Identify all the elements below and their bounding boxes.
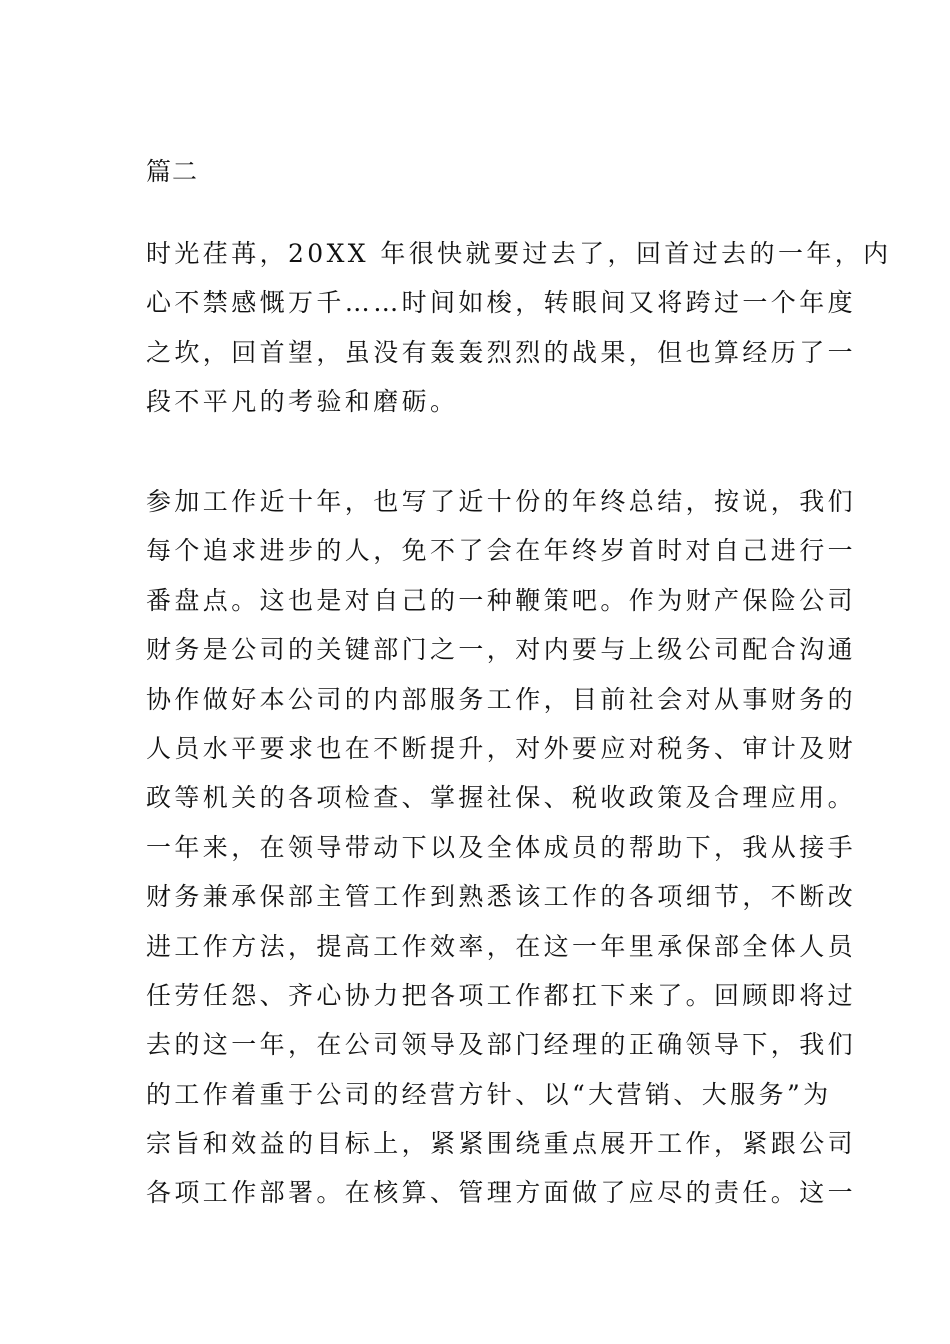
text-line: 财务是公司的关键部门之一，对内要与上级公司配合沟通 [146,635,857,665]
text-line: 参加工作近十年，也写了近十份的年终总结，按说，我们 [146,487,857,516]
text-line: 一年来，在领导带动下以及全体成员的帮助下，我从接手 [146,832,857,862]
text-line: 宗旨和效益的目标上，紧紧围绕重点展开工作，紧跟公司 [146,1129,857,1159]
text-line: 人员水平要求也在不断提升，对外要应对税务、审计及财 [146,733,857,763]
text-line: 心不禁感慨万千……时间如梭，转眼间又将跨过一个年度 [146,288,857,318]
paragraph-1 [146,229,892,427]
text-line: 时光荏苒，20XX 年很快就要过去了，回首过去的一年，内 [146,239,892,268]
text-line: 的工作着重于公司的经营方针、以“大营销、大服务”为 [146,1079,832,1109]
text-line: 之坎，回首望，虽没有轰轰烈烈的战果，但也算经历了一 [146,337,857,367]
text-line: 每个追求进步的人，免不了会在年终岁首时对自己进行一 [146,536,857,566]
text-line: 去的这一年，在公司领导及部门经理的正确领导下，我们 [146,1030,857,1060]
text-line: 财务兼承保部主管工作到熟悉该工作的各项细节，不断改 [146,882,857,912]
text-line: 政等机关的各项检查、掌握社保、税收政策及合理应用。 [146,783,857,813]
section-heading: 篇二 [146,157,199,186]
text-line: 段不平凡的考验和磨砺。 [146,387,459,417]
text-line: 各项工作部署。在核算、管理方面做了应尽的责任。这一 [146,1178,857,1208]
text-line: 任劳任怨、齐心协力把各项工作都扛下来了。回顾即将过 [146,980,857,1010]
text-line: 协作做好本公司的内部服务工作，目前社会对从事财务的 [146,684,857,714]
paragraph-2 [146,477,857,1218]
text-line: 进工作方法，提高工作效率，在这一年里承保部全体人员 [146,931,857,961]
text-line: 番盘点。这也是对自己的一种鞭策吧。作为财产保险公司 [146,585,857,615]
